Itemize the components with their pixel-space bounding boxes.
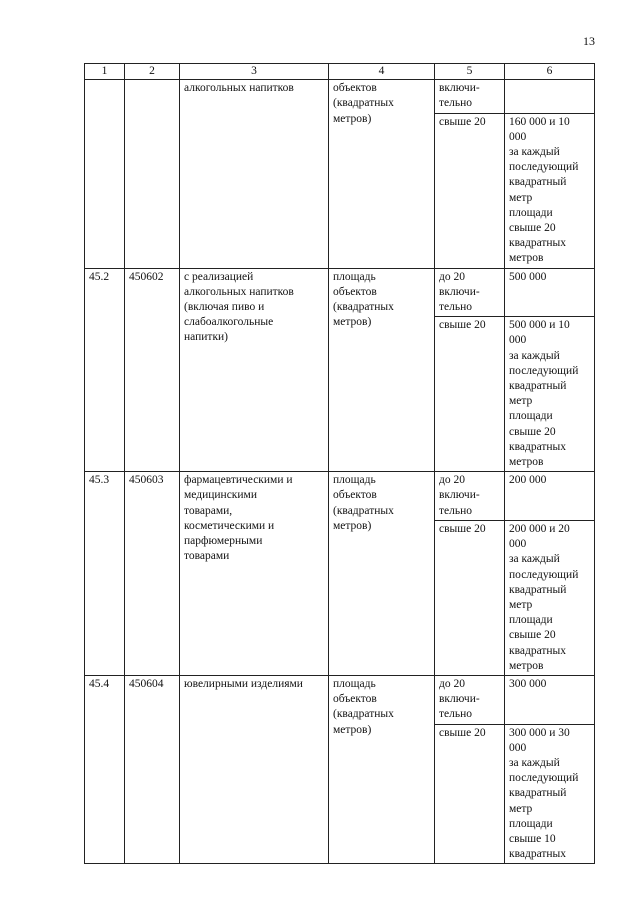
cell-code: 450603 <box>125 472 180 676</box>
cell-value: 500 000 и 10 000 за каждый последующий квадратный метр площади свыше 20 квадратных метров <box>505 317 595 472</box>
cell-parameter: площадь объектов (квадратных метров) <box>329 268 435 472</box>
cell-range: до 20 включи- тельно <box>435 472 505 521</box>
column-header: 3 <box>180 64 329 80</box>
cell-range: до 20 включи- тельно <box>435 675 505 724</box>
cell-value: 300 000 и 30 000 за каждый последующий квадратный метр площади свыше 10 квадратных <box>505 724 595 864</box>
cell-parameter: объектов (квадратных метров) <box>329 80 435 268</box>
cell-code: 450604 <box>125 675 180 863</box>
cell-range: свыше 20 <box>435 113 505 268</box>
table-row <box>85 472 595 521</box>
column-header: 6 <box>505 64 595 80</box>
header-row <box>85 64 595 80</box>
cell-description: ювелирными изделиями <box>180 675 329 863</box>
column-header: 5 <box>435 64 505 80</box>
cell-range: свыше 20 <box>435 724 505 864</box>
cell-description: алкогольных напитков <box>180 80 329 268</box>
table-row <box>85 268 595 317</box>
column-header: 1 <box>85 64 125 80</box>
cell-code: 450602 <box>125 268 180 472</box>
cell-description: с реализацией алкогольных напитков (включая пиво и слабоалкогольные напитки) <box>180 268 329 472</box>
cell-value: 200 000 и 20 000 за каждый последующий квадратный метр площади свыше 20 квадратных метров <box>505 520 595 675</box>
column-header: 2 <box>125 64 180 80</box>
cell-value: 160 000 и 10 000 за каждый последующий квадратный метр площади свыше 20 квадратных метров <box>505 113 595 268</box>
table-row <box>85 675 595 724</box>
cell-parameter: площадь объектов (квадратных метров) <box>329 675 435 863</box>
cell-value: 500 000 <box>505 268 595 317</box>
cell-number: 45.4 <box>85 675 125 863</box>
cell-value: 200 000 <box>505 472 595 521</box>
cell-range: свыше 20 <box>435 317 505 472</box>
cell-number <box>85 80 125 268</box>
cell-description: фармацевтическими и медицинскими товарами, косметическими и парфюмерными товарами <box>180 472 329 676</box>
cell-number: 45.3 <box>85 472 125 676</box>
cell-value: 300 000 <box>505 675 595 724</box>
cell-parameter: площадь объектов (квадратных метров) <box>329 472 435 676</box>
cell-number: 45.2 <box>85 268 125 472</box>
cell-value <box>505 80 595 113</box>
table-row-continuation <box>85 80 595 113</box>
cell-code <box>125 80 180 268</box>
rates-table <box>84 63 595 864</box>
column-header: 4 <box>329 64 435 80</box>
cell-range: свыше 20 <box>435 520 505 675</box>
cell-range: до 20 включи- тельно <box>435 268 505 317</box>
page-number: 13 <box>583 34 595 48</box>
cell-range: включи- тельно <box>435 80 505 113</box>
